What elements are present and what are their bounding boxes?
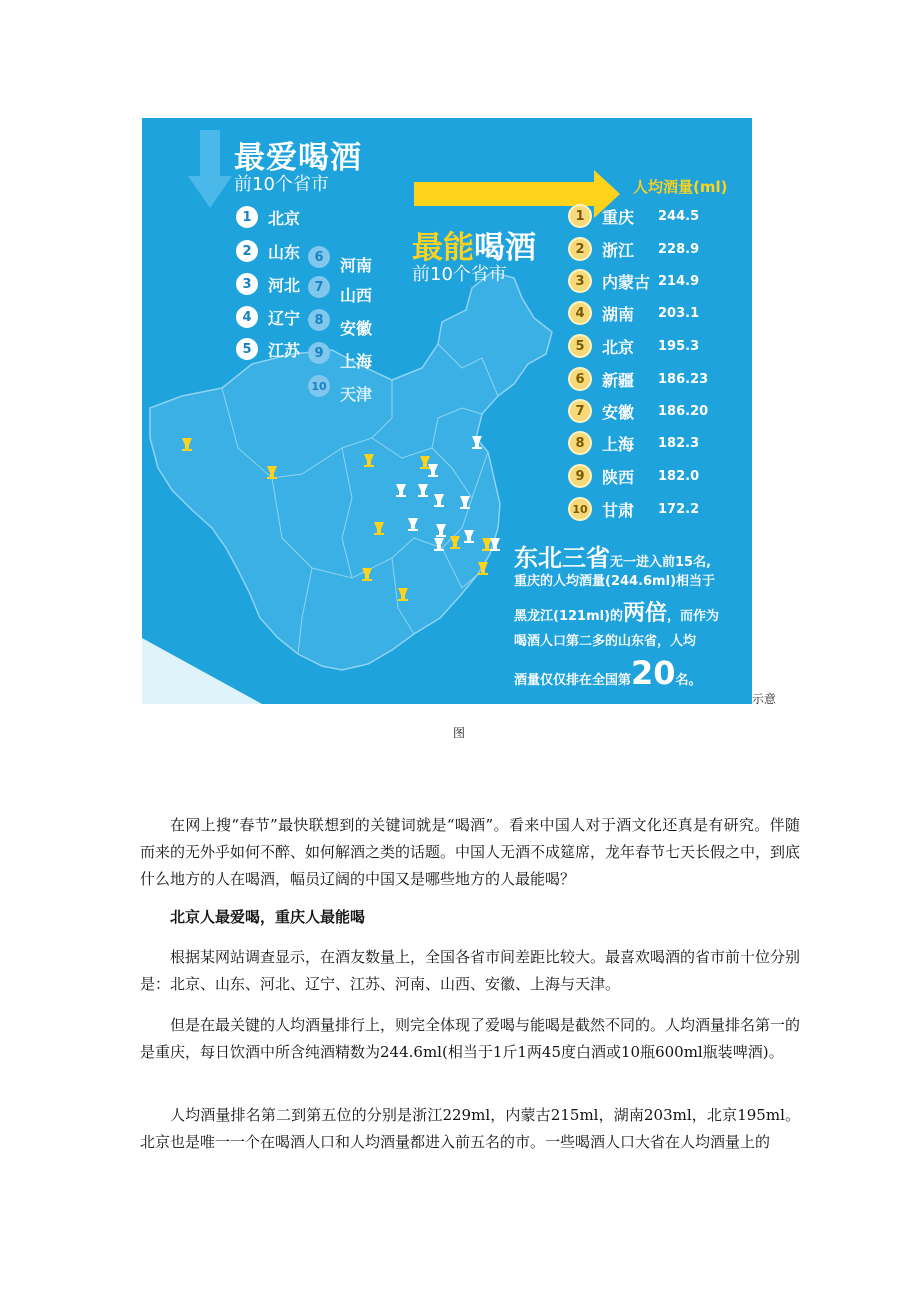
caption-under: 图 bbox=[453, 726, 466, 740]
love-item: 7 山西 bbox=[308, 275, 372, 299]
love-title-a: 最爱 bbox=[234, 140, 298, 176]
can-item: 2 浙江 228.9 bbox=[568, 236, 699, 262]
love-item: 4 辽宁 bbox=[236, 305, 300, 329]
infographic bbox=[142, 118, 752, 704]
section-heading: 北京人最爱喝，重庆人最能喝 bbox=[170, 908, 366, 926]
paragraph-1: 在网上搜“春节”最快联想到的关键词就是“喝酒”。看来中国人对于酒文化还真是有研究。伴随而来的无外乎如何不醉、如何解酒之类的话题。中国人无酒不成筵席，龙年春节七天长假之中，到底什么地方的人在喝酒，幅员辽阔的中国又是哪些地方的人最能喝？ bbox=[140, 816, 801, 888]
love-title-b: 喝酒 bbox=[298, 140, 362, 176]
can-item: 3 内蒙古 214.9 bbox=[568, 268, 699, 294]
paragraph-2: 根据某网站调查显示，在酒友数量上，全国各省市间差距比较大。最喜欢喝酒的省市前十位分别是：北京、山东、河北、辽宁、江苏、河南、山西、安徽、上海与天津。 bbox=[140, 948, 801, 993]
caption-right: 示意 bbox=[752, 692, 777, 706]
note-line-5: 酒量仅仅排在全国第20名。 bbox=[514, 654, 702, 692]
paragraph-3: 但是在最关键的人均酒量排行上，则完全体现了爱喝与能喝是截然不同的。人均酒量排名第一的是重庆，每日饮酒中所含纯酒精数为244.6ml(相当于1斤1两45度白酒或10瓶600ml瓶装啤酒)。 bbox=[140, 1016, 801, 1061]
note-line-4: 喝酒人口第二多的山东省，人均 bbox=[514, 634, 697, 649]
can-item: 10 甘肃 172.2 bbox=[568, 496, 699, 522]
can-item: 8 上海 182.3 bbox=[568, 430, 699, 456]
love-item: 10 天津 bbox=[308, 374, 372, 398]
note-line-3: 黑龙江(121ml)的两倍，而作为 bbox=[514, 601, 720, 626]
note-line-1: 东北三省无一进入前15名, bbox=[514, 544, 712, 572]
love-subtitle: 前10个省市 bbox=[234, 174, 329, 195]
love-item: 8 安徽 bbox=[308, 308, 372, 332]
can-item: 5 北京 195.3 bbox=[568, 333, 699, 359]
can-item: 4 湖南 203.1 bbox=[568, 300, 699, 326]
can-title-b: 喝酒 bbox=[474, 230, 536, 266]
note-line-2: 重庆的人均酒量(244.6ml)相当于 bbox=[514, 574, 716, 589]
love-item: 2 山东 bbox=[236, 239, 300, 263]
can-title-a: 最能 bbox=[412, 230, 474, 266]
can-item: 9 陕西 182.0 bbox=[568, 463, 699, 489]
can-item: 6 新疆 186.23 bbox=[568, 366, 708, 392]
love-item: 1 北京 bbox=[236, 205, 300, 229]
love-item: 5 江苏 bbox=[236, 337, 300, 361]
love-item: 3 河北 bbox=[236, 272, 300, 296]
can-item: 1 重庆 244.5 bbox=[568, 203, 699, 229]
love-item: 6 河南 bbox=[308, 245, 372, 269]
paragraph-4: 人均酒量排名第二到第五位的分别是浙江229ml，内蒙古215ml，湖南203ml，北京195ml。北京也是唯一一个在喝酒人口和人均酒量都进入前五名的市。一些喝酒人口大省在人均酒量上的 bbox=[140, 1106, 800, 1151]
per-capita-header: 人均酒量(ml) bbox=[633, 178, 728, 196]
down-arrow-icon bbox=[188, 130, 232, 208]
love-item: 9 上海 bbox=[308, 341, 372, 365]
can-item: 7 安徽 186.20 bbox=[568, 398, 708, 424]
corner-triangle bbox=[142, 638, 262, 704]
can-subtitle: 前10个省市 bbox=[412, 264, 507, 285]
